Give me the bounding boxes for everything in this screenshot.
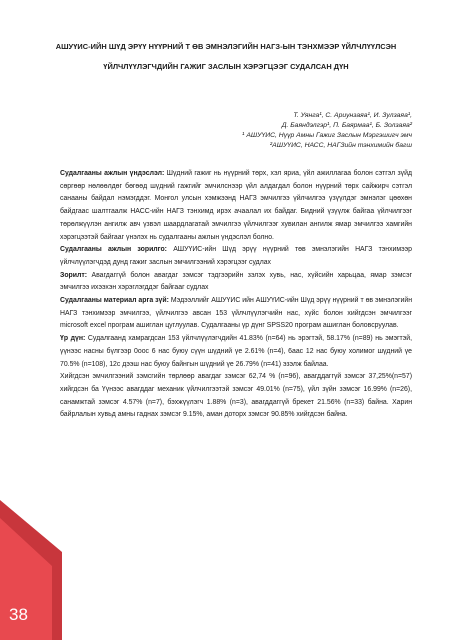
heading-relevance: Судалгааны ажлын үндэслэл: [60,170,165,177]
text-objective: Авагдаггүй болон авагдаг зэмсэг тэдгээрийн зэлэх хувь, нас, хүйсийн харьцаа, ямар зэмсэг эмчилгээ ихээхэн хэрэглэгддэг байгааг судлах [60,271,412,292]
paragraph-materials [60,295,412,333]
page-number: 38 [9,605,28,624]
article-body [60,168,412,422]
authors-line-1: Т. Уянга¹, С. Ариунзаяа¹, И. Зулзаяа¹, [293,112,412,119]
text-materials: Мэдээллийг АШУҮИС ийн АШУҮИС-ийн Шүд эрүү нүүрний т өв эмнэлэгийн НАГЗ тэнхимээр эмчилгээ, үйлчилгээ авсан 153 үйлчлүүлэгчийн нас, хүйс болон хийгдсэн эмчилгээг microsoft excel програм ашиглан цуглуулав. Судалгааны үр дүнг SPSS20 програм ашиглан боловсруулав. [60,297,413,330]
author-block [112,111,412,151]
article-title [36,37,416,77]
text-relevance: Шүдний гажиг нь нүүрний төрх, хэл яриа, үйл ажиллагаа болон сэтгэл зүйд сөргөөр нөлөөлдөг бөгөөд шүдний гажгийг эмчилснээр үйл алдагдал болон нүүрний төрх сайжирч сэтгэл санааны байдал нэмэгддэг. Монгол улсын хэмжээнд НАГЗ эмчилгээ үйлчилгээ үзүүлдэг эмнэлэг цөөхөн байдгаас шалтгаалж НАСС-ийн НАГЗ тэнхимд ирэх ачаалал их байдаг. Бидний үзүүлж байгаа үйлчилгээг төрөлжүүлэн ангилж авч үзвэл шаардлагатай эмчилгээ үйлчилгээг хувилан ангилж ямар эмчилгээ хамгийн хэрэгцээтэй байгааг үнэлэх нь судалгааны ажлын үндэслэл болно. [60,170,413,241]
paragraph-results [60,333,412,371]
paragraph-objective [60,270,412,295]
heading-goal: Судалгааны ажлын зорилго: [60,246,167,254]
paragraph-results-2: Хийгдсэн эмчилгээний зэмсгийн төрлөөр авагдаг зэмсэг 62,74 % (n=96), авагддаггүй зэмсэг 37,25%(n=57) хийгдсэн ба Үүнээс авагддаг механик үйлчилгээтэй зэмсэг 49.01% (n=75), үйл зүйн зэмсэг 16.99% (n=26), санамжтай зэмсэг 4.57% (n=7), бэхжүүлэгч 1.88% (n=3), авагддаггүй брекет 21.56% (n=33) байна. Харин байрлалын хувьд амны гаднах зэмсэг 9.15%, аман доторх зэмсэг 90.85% хийгдсэн байна. [60,373,412,419]
text-results: Судалгаанд хамрагдсан 153 үйлчлүүлэгчдийн 41.83% (n=64) нь эрэгтэй, 58.17% (n=89) нь эмэгтэй, үүнээс насны бүлгээр 0оос 6 нас буюу сүүн шүдний үе 2.61% (n=4), 6аас 12 нас буюу холимог шүдний үе 70.5% (n=108), 12с дээш нас буюу байнгын шүдний үе 26.79% (n=41) эзэлж байлаа. [60,335,412,368]
title-line-2: ҮЙЛЧЛҮҮЛЭГЧДИЙН ГАЖИГ ЗАСЛЫН ХЭРЭГЦЭЭГ СУДАЛСАН ДҮН [103,62,349,71]
paragraph-relevance [60,168,412,244]
title-line-1: АШУҮИС-ИЙН ШҮД ЭРҮҮ НҮҮРНИЙ Т ӨВ ЭМНЭЛЭГИЙН НАГЗ-ЫН ТЭНХМЭЭР ҮЙЛЧЛҮҮЛСЭН [55,42,397,51]
affiliation-2: ²АШУҮИС, НАСС, НАГЗийн тэнхимийн багш [269,142,412,149]
heading-materials: Судалгааны материал арга зүй: [60,297,169,305]
heading-objective: Зорилт: [60,271,88,279]
paragraph-goal [60,244,412,269]
heading-results: Үр дүн: [60,335,86,343]
authors-line-2: Д. Баяндэлгэр¹, П. Баярмаа¹, Б. Золзаяа² [281,122,412,129]
text-goal: АШУҮИС-ийн Шүд эрүү нүүрний төв эмнэлэгийн НАГЗ тэнхимээр үйлчлүүлэгчдэд дунд гажиг заслын эмчилгээний хэрэгцээг судлах [60,246,412,266]
affiliation-1: ¹ АШУҮИС, Нүүр Амны Гажиг Заслын Мэргэшигч эмч [242,132,412,139]
